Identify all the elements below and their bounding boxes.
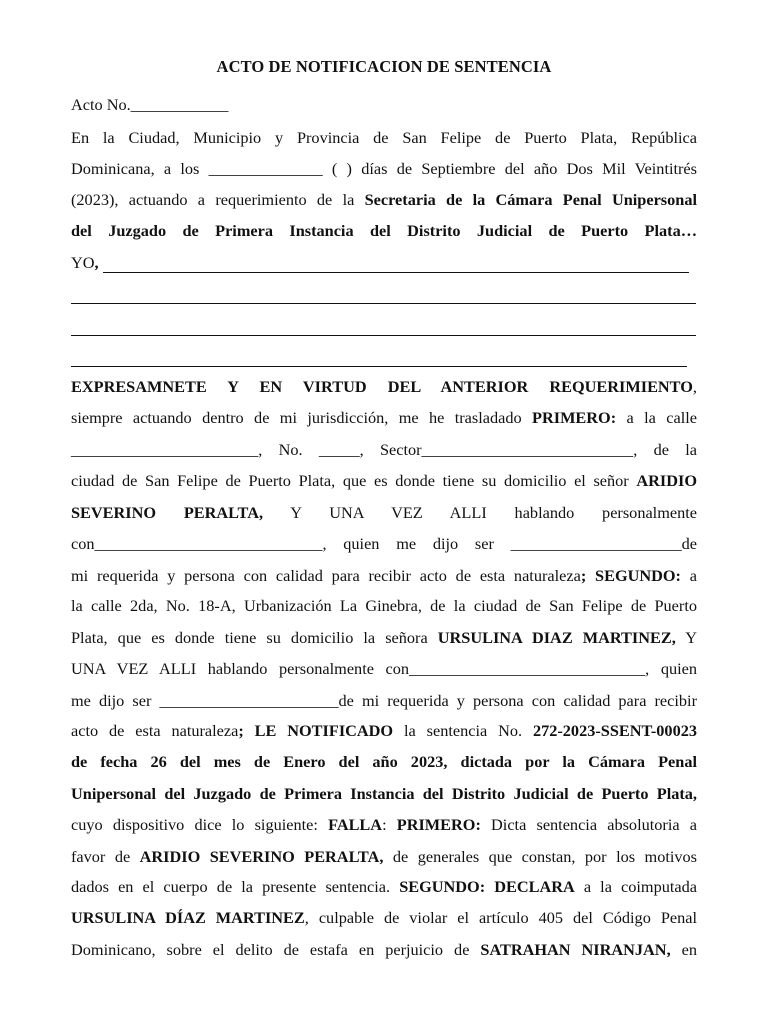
text-line — [71, 752, 697, 772]
text-line — [71, 596, 697, 616]
text-line — [71, 877, 697, 897]
blank-line — [71, 303, 696, 304]
text-segment: : — [382, 815, 397, 834]
text-line — [71, 95, 697, 115]
text-line — [71, 190, 697, 210]
text-line — [71, 566, 697, 586]
text-segment: ARIDIO — [636, 471, 697, 490]
text-segment: cuyo dispositivo dice lo siguiente: — [71, 815, 329, 834]
text-segment: acto de esta naturaleza — [71, 721, 239, 740]
text-segment: a la coimputada — [574, 877, 697, 896]
text-segment: dados en el cuerpo de la presente sentencia. — [71, 877, 400, 896]
text-segment: me dijo ser ______________________de mi requerida y persona con calidad para recibir — [71, 691, 697, 710]
text-line — [71, 847, 697, 867]
text-line — [71, 691, 697, 711]
text-segment: En la Ciudad, Municipio y Provincia de San Felipe de Puerto Plata, República — [71, 128, 697, 147]
text-line — [71, 503, 697, 523]
text-segment: Plata, que es donde tiene su domicilio la señora — [71, 628, 438, 647]
text-line — [71, 377, 697, 397]
text-line — [71, 440, 697, 460]
text-segment: Secretaria de la Cámara Penal Unipersonal — [364, 190, 697, 209]
text-segment: ; SEGUNDO: — [580, 566, 681, 585]
text-segment: Unipersonal del Juzgado de Primera Instancia del Distrito Judicial de Puerto Plata, — [71, 784, 697, 803]
blank-line — [71, 335, 696, 336]
text-segment: Dominicano, sobre el delito de estafa en perjuicio de — [71, 940, 481, 959]
text-line — [71, 721, 697, 741]
blank-line — [71, 366, 687, 367]
text-line — [71, 628, 697, 648]
text-line — [71, 784, 697, 804]
text-segment: favor de — [71, 847, 140, 866]
text-segment: PRIMERO: — [396, 815, 481, 834]
text-segment: FALLA — [328, 815, 383, 834]
text-line — [71, 940, 697, 960]
text-line — [71, 815, 697, 835]
text-segment: siempre actuando dentro de mi jurisdicción, me he trasladado — [71, 408, 533, 427]
text-segment: URSULINA DIAZ MARTINEZ, — [437, 628, 676, 647]
text-line — [71, 659, 697, 679]
text-line — [71, 253, 697, 273]
text-segment: la sentencia No. — [393, 721, 533, 740]
text-segment: de fecha 26 del mes de Enero del año 2023, dictada por la Cámara Penal — [71, 752, 697, 771]
text-segment: a — [680, 566, 698, 585]
text-segment: con____________________________, quien me dijo ser _____________________de — [71, 534, 697, 553]
text-segment: Dominicana, a los ______________ ( ) días de Septiembre del año Dos Mil Veintitrés — [71, 159, 697, 178]
text-line — [71, 159, 697, 179]
text-line — [71, 534, 697, 554]
text-segment: la calle 2da, No. 18-A, Urbanización La Ginebra, de la ciudad de San Felipe de Puerto — [71, 596, 697, 615]
text-segment: _______________________, No. _____, Sector__________________________, de la — [71, 440, 697, 459]
text-segment: UNA VEZ ALLI hablando personalmente con_____________________________, quien — [71, 659, 697, 678]
text-segment: a la calle — [616, 408, 697, 427]
text-segment: Acto No.____________ — [71, 95, 229, 114]
text-segment: de generales que constan, por los motivos — [383, 847, 698, 866]
text-segment: SEGUNDO: DECLARA — [399, 877, 575, 896]
text-segment: ; LE NOTIFICADO — [238, 721, 394, 740]
text-segment: , culpable de violar el artículo 405 del Código Penal — [304, 908, 697, 927]
text-segment: URSULINA DÍAZ MARTINEZ — [71, 908, 305, 927]
text-segment: ARIDIO SEVERINO PERALTA, — [139, 847, 384, 866]
text-segment: YO — [71, 253, 95, 272]
text-line — [71, 908, 697, 928]
text-segment: mi requerida y persona con calidad para recibir acto de esta naturaleza — [71, 566, 581, 585]
text-segment: (2023), actuando a requerimiento de la — [71, 190, 365, 209]
text-segment: en — [670, 940, 697, 959]
text-segment: SATRAHAN NIRANJAN, — [480, 940, 671, 959]
text-line — [71, 471, 697, 491]
text-segment: , — [94, 253, 99, 272]
text-segment: , — [692, 377, 697, 396]
text-segment: PRIMERO: — [532, 408, 617, 427]
text-segment: EXPRESAMNETE Y EN VIRTUD DEL ANTERIOR REQUERIMIENTO — [71, 377, 693, 396]
document-title: ACTO DE NOTIFICACION DE SENTENCIA — [216, 57, 552, 76]
text-segment: SEVERINO PERALTA, — [71, 503, 264, 522]
text-line — [71, 221, 697, 241]
text-segment: Dicta sentencia absolutoria a — [480, 815, 697, 834]
text-segment: del Juzgado de Primera Instancia del Distrito Judicial de Puerto Plata… — [71, 221, 697, 240]
text-segment: Y UNA VEZ ALLI hablando personalmente — [263, 503, 697, 522]
text-line — [71, 128, 697, 148]
text-line — [71, 408, 697, 428]
text-segment: ciudad de San Felipe de Puerto Plata, que es donde tiene su domicilio el señor — [71, 471, 637, 490]
text-segment: 272-2023-SSENT-00023 — [532, 721, 697, 740]
text-segment: Y — [675, 628, 698, 647]
